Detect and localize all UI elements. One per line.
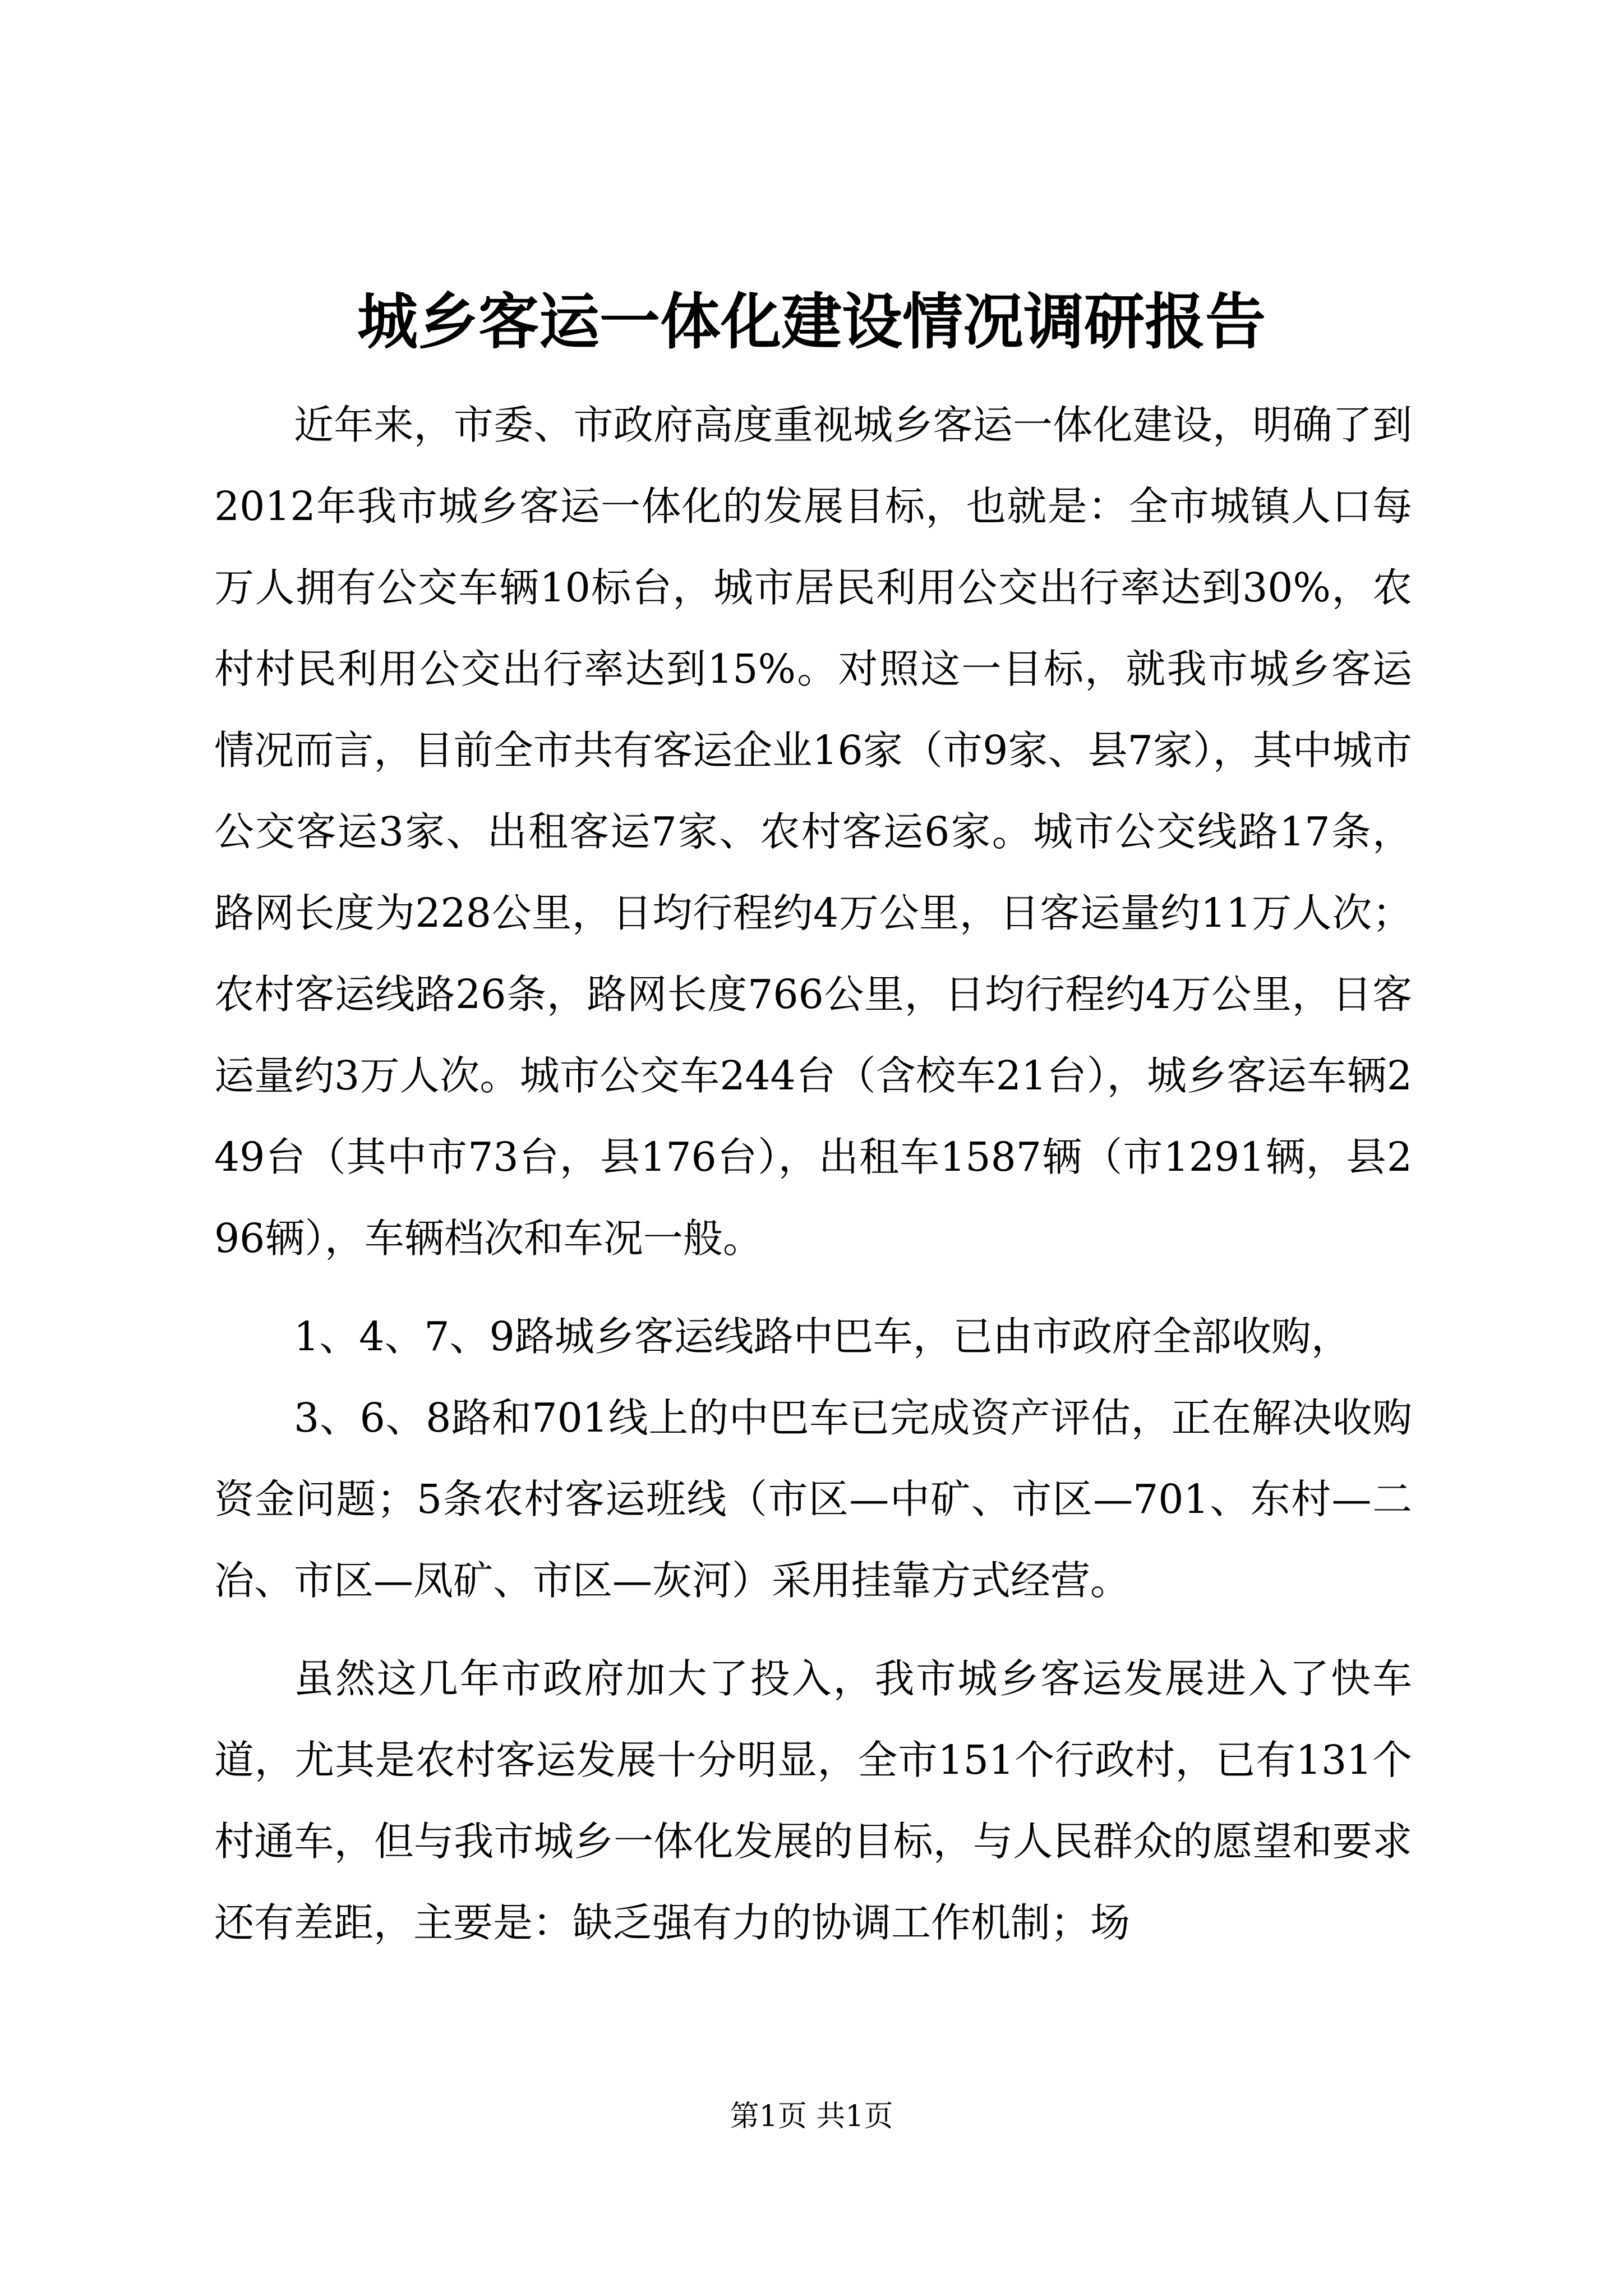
paragraph-problems: 虽然这几年市政府加大了投入，我市城乡客运发展进入了快车道，尤其是农村客运发展十分明显，全市151个行政村，已有131个村通车，但与我市城乡一体化发展的目标，与人民群众的愿望和要求还有差距，主要是：缺乏强有力的协调工作机制；场: [214, 1655, 1412, 1946]
page-footer: 第1页 共1页: [730, 2100, 893, 2133]
paragraph-acquired-routes: 1、4、7、9路城乡客运线路中巴车，已由市政府全部收购，: [294, 1313, 1351, 1360]
paragraph-overview: 近年来，市委、市政府高度重视城乡客运一体化建设，明确了到2012年我市城乡客运一体化的发展目标，也就是：全市城镇人口每万人拥有公交车辆10标台，城市居民利用公交出行率达到30%，农村村民利用公交出行率达到15%。对照这一目标，就我市城乡客运情况而言，目前全市共有客运企业16家（市9家、县7家），其中城市公交客运3家、出租客运7家、农村客运6家。城市公交线路17条，路网长度为228公里，日均行程约4万公里，日客运量约11万人次；农村客运线路26条，路网长度766公里，日均行程约4万公里，日客运量约3万人次。城市公交车244台（含校车21台），城乡客运车辆249台（其中市73台，县176台），出租车1587辆（市1291辆，县296辆），车辆档次和车况一般。: [214, 402, 1412, 1262]
paragraph-pending-routes: 3、6、8路和701线上的中巴车已完成资产评估，正在解决收购资金问题；5条农村客运班线（市区—中矿、市区—701、东村—二冶、市区—凤矿、市区—灰河）采用挂靠方式经营。: [214, 1395, 1412, 1604]
document-title: 城乡客运一体化建设情况调研报告: [357, 287, 1266, 357]
document-body: [214, 384, 1412, 1963]
